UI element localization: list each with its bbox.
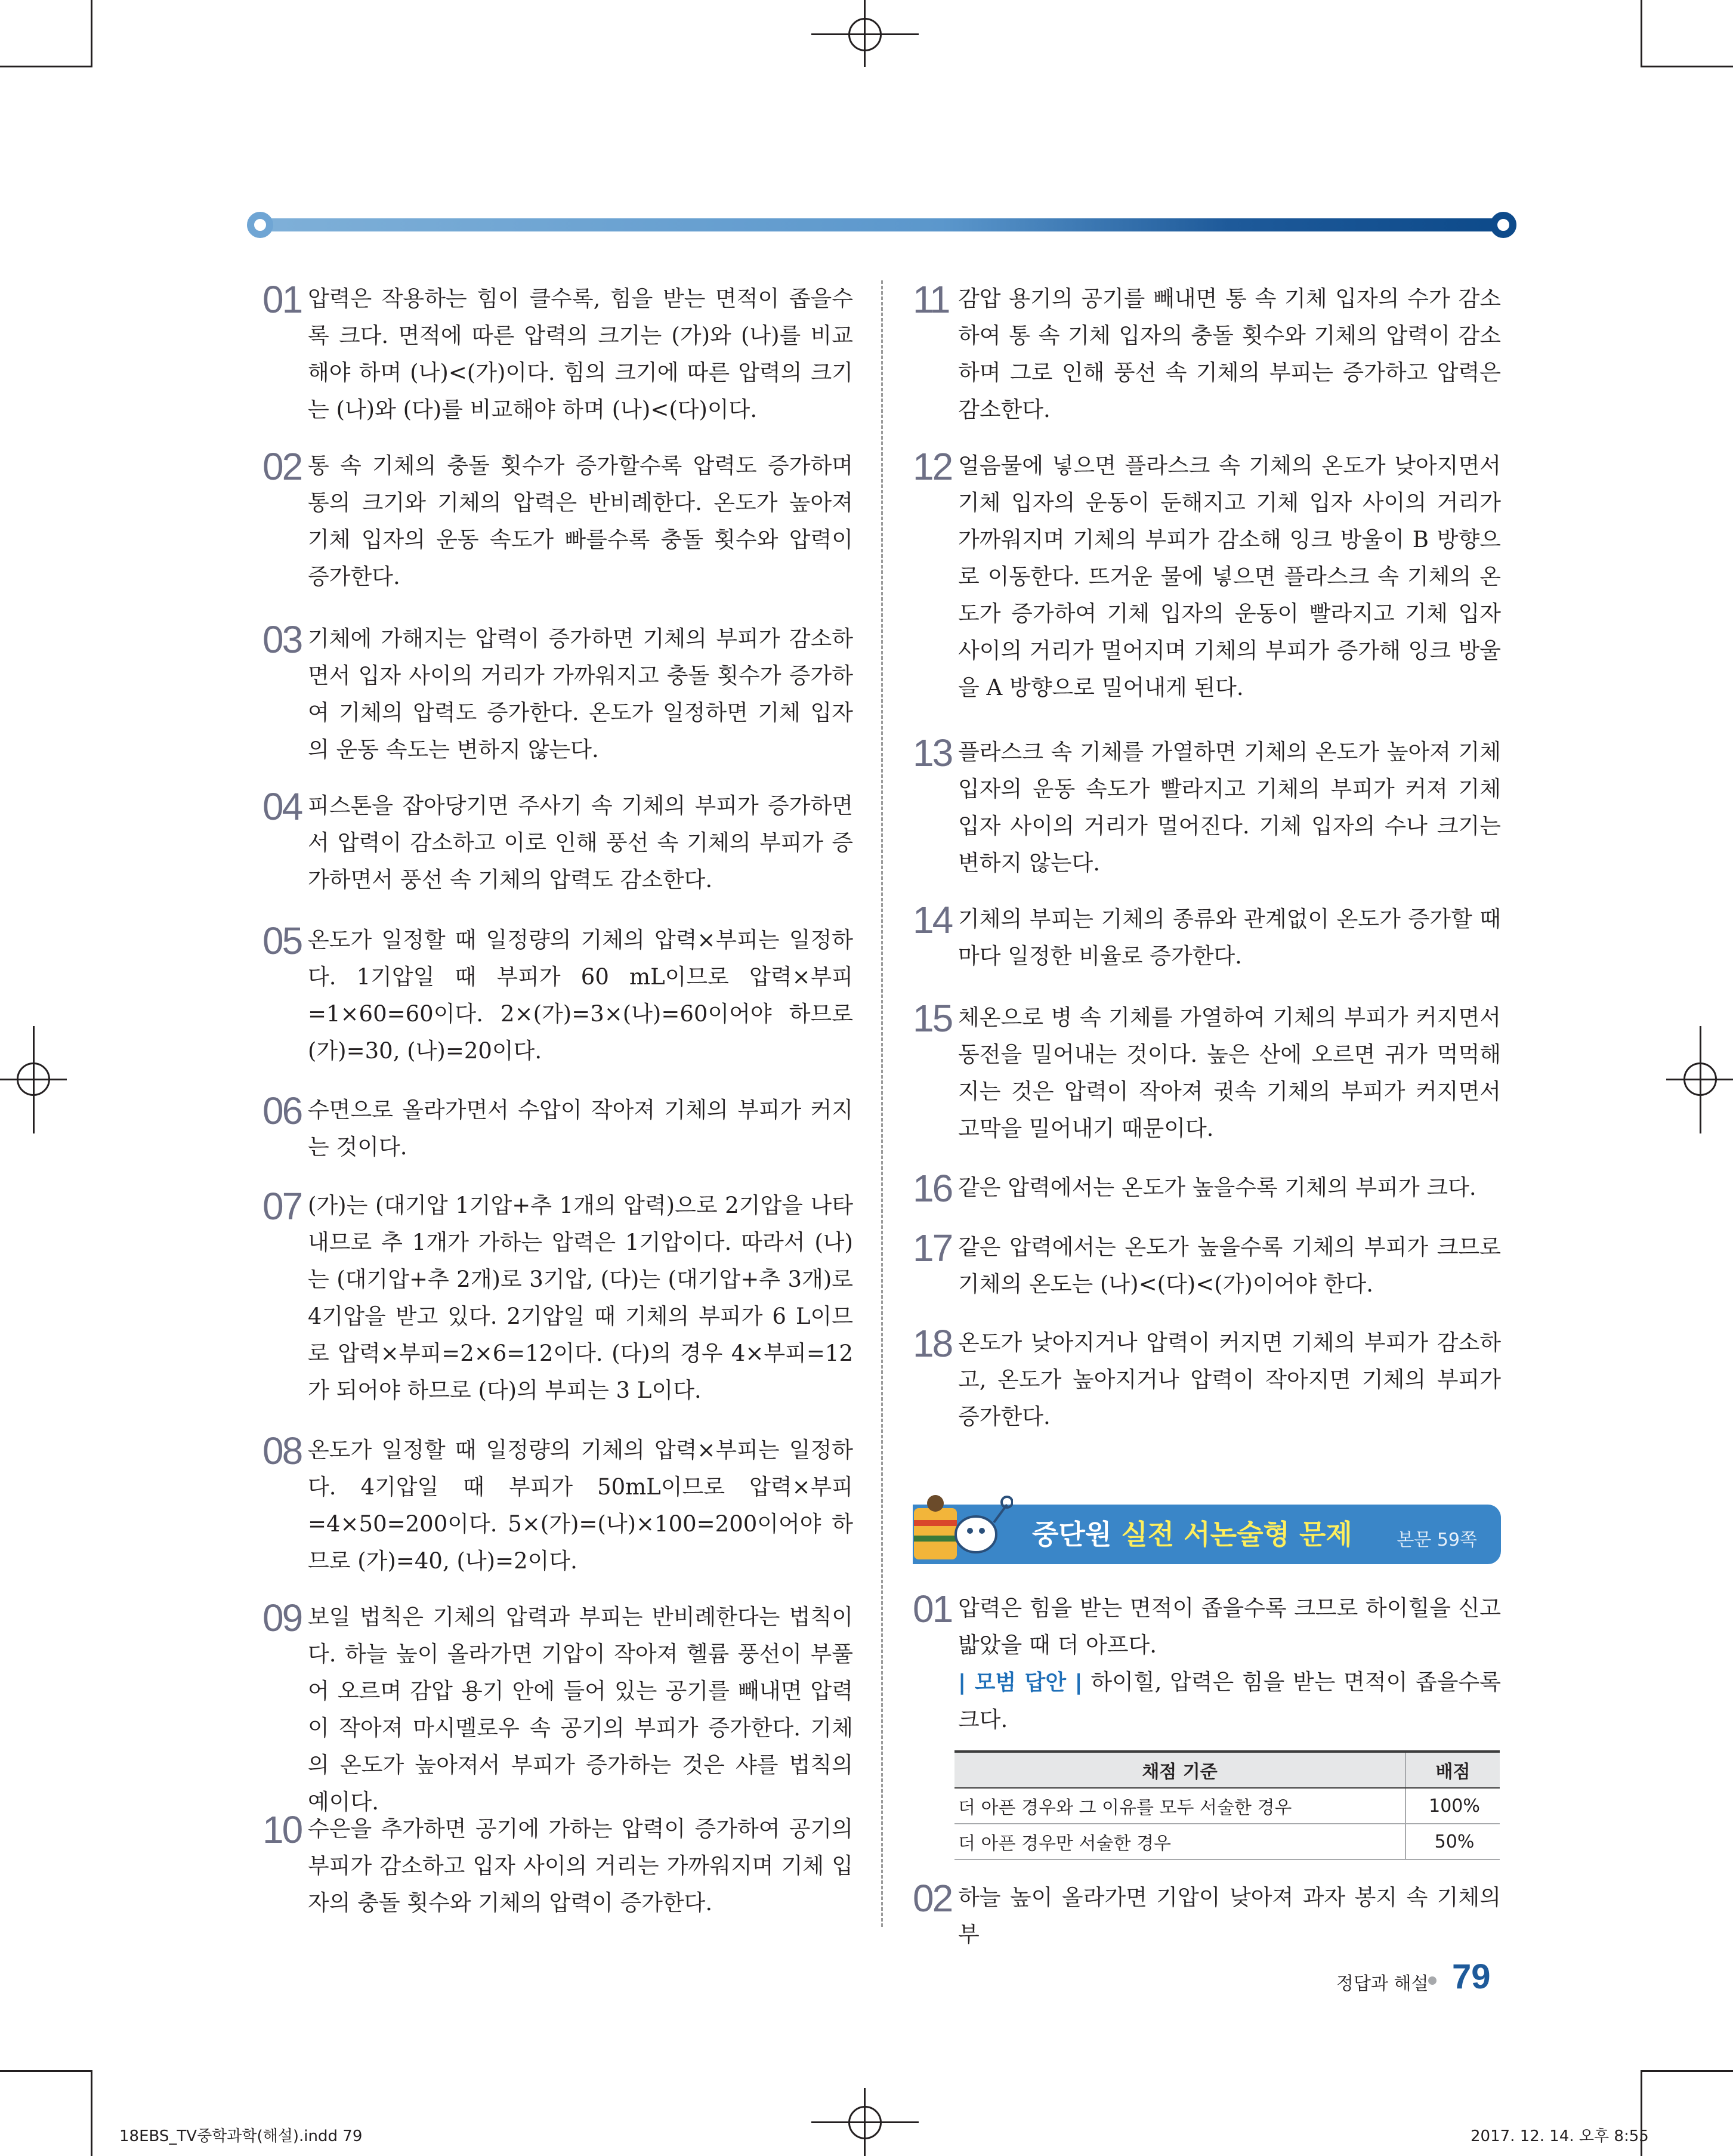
item-number: 02: [913, 1877, 952, 1920]
item-number: 10: [262, 1808, 302, 1851]
answer-item-11: [913, 280, 1501, 428]
answer-item-15: [913, 999, 1501, 1147]
scoring-criteria: 더 아픈 경우와 그 이유를 모두 서술한 경우: [954, 1788, 1405, 1824]
answer-item-08: [262, 1429, 853, 1580]
answer-item-02: [262, 447, 853, 595]
section-banner: [913, 1505, 1501, 1564]
print-slug-file: 18EBS_TV중학과학(해설).indd 79: [119, 2127, 363, 2145]
item-text: 같은 압력에서는 온도가 높을수록 기체의 부피가 크다.: [958, 1175, 1476, 1200]
item-text: 기체에 가해지는 압력이 증가하면 기체의 부피가 감소하면서 입자 사이의 거리가 가까워지고 충돌 횟수가 증가하여 기체의 압력도 증가한다. 온도가 일정하면 기체 입자의 운동 속도는 변하지 않는다.: [308, 626, 853, 762]
model-answer-label: | 모범 답안 |: [958, 1670, 1083, 1695]
essay-question-text: 압력은 힘을 받는 면적이 좁을수록 크므로 하이힐을 신고 밟았을 때 더 아프다.: [958, 1595, 1501, 1658]
item-number: 08: [262, 1429, 302, 1472]
item-text: 감압 용기의 공기를 빼내면 통 속 기체 입자의 수가 감소하여 통 속 기체 입자의 충돌 횟수와 기체의 압력이 감소하며 그로 인해 풍선 속 기체의 부피는 증가하고 압력은 감소한다.: [958, 286, 1501, 422]
print-slug-date: 2017. 12. 14. 오후 8:55: [1471, 2127, 1649, 2145]
answer-item-06: [262, 1089, 853, 1166]
header-bar-dot-left: [247, 212, 273, 238]
scoring-points: 50%: [1405, 1824, 1500, 1860]
answer-item-18: [913, 1324, 1501, 1435]
section-title: [1032, 1513, 1352, 1552]
scoring-points: 100%: [1405, 1788, 1500, 1824]
item-text: 온도가 일정할 때 일정량의 기체의 압력×부피는 일정하다. 4기압일 때 부피가 50mL이므로 압력×부피=4×50=200이다. 5×(가)=(나)×100=200이어야 하므로 (가)=40, (나)=2이다.: [308, 1437, 853, 1574]
scoring-criteria: 더 아픈 경우만 서술한 경우: [954, 1824, 1405, 1860]
item-number: 11: [913, 278, 949, 321]
item-number: 02: [262, 445, 302, 488]
item-number: 15: [913, 997, 952, 1040]
footer-dot-icon: [1428, 1976, 1437, 1985]
answer-item-04: [262, 787, 853, 898]
answer-item-17: [913, 1229, 1501, 1303]
answer-item-12: [913, 447, 1501, 706]
table-row: [954, 1788, 1500, 1824]
item-text: 피스톤을 잡아당기면 주사기 속 기체의 부피가 증가하면서 압력이 감소하고 이로 인해 풍선 속 기체의 부피가 증가하면서 풍선 속 기체의 압력도 감소한다.: [308, 793, 853, 892]
item-number: 16: [913, 1167, 952, 1210]
answer-item-03: [262, 620, 853, 768]
section-page-ref: 본문 59쪽: [1397, 1530, 1477, 1550]
item-number: 04: [262, 785, 302, 828]
item-number: 05: [262, 919, 302, 962]
answer-item-13: [913, 731, 1501, 882]
essay-item-02: [913, 1879, 1501, 1953]
model-answer-text: 하이힐, 압력은 힘을 받는 면적이 좁을수록 크다.: [958, 1669, 1501, 1732]
answer-item-07: [262, 1187, 853, 1409]
answer-item-09: [262, 1596, 853, 1821]
item-number: 01: [913, 1587, 952, 1630]
item-text: 체온으로 병 속 기체를 가열하여 기체의 부피가 커지면서 동전을 밀어내는 것이다. 높은 산에 오르면 귀가 먹먹해지는 것은 압력이 작아져 귓속 기체의 부피가 커지면서 고막을 밀어내기 때문이다.: [958, 1005, 1501, 1141]
scoring-table: [954, 1750, 1500, 1860]
item-number: 07: [262, 1185, 302, 1228]
answer-item-05: [262, 919, 853, 1070]
item-text: 온도가 낮아지거나 압력이 커지면 기체의 부피가 감소하고, 온도가 높아지거나 압력이 작아지면 기체의 부피가 증가한다.: [958, 1330, 1501, 1429]
section-title-accent: 실전 서논술형 문제: [1121, 1518, 1352, 1550]
answer-item-01: [262, 280, 853, 428]
column-divider: [881, 280, 883, 1927]
header-bar: [257, 218, 1503, 231]
mascot-illustration-icon: [912, 1493, 1013, 1564]
item-text: 압력은 작용하는 힘이 클수록, 힘을 받는 면적이 좁을수록 크다. 면적에 따른 압력의 크기는 (가)와 (나)를 비교해야 하며 (나)<(가)이다. 힘의 크기에 따른 압력의 크기는 (나)와 (다)를 비교해야 하며 (나)<(다)이다.: [308, 286, 853, 422]
item-text: 통 속 기체의 충돌 횟수가 증가할수록 압력도 증가하며 통의 크기와 기체의 압력은 반비례한다. 온도가 높아져 기체 입자의 운동 속도가 빠를수록 충돌 횟수와 압력이 증가한다.: [308, 453, 853, 589]
item-text: 보일 법칙은 기체의 압력과 부피는 반비례한다는 법칙이다. 하늘 높이 올라가면 기압이 작아져 헬륨 풍선이 부풀어 오르며 감압 용기 안에 들어 있는 공기를 빼내면 압력이 작아져 마시멜로우 속 공기의 부피가 증가한다. 기체의 온도가 높아져서 부피가 증가하는 것은 샤를 법칙의 예이다.: [308, 1604, 853, 1815]
item-number: 06: [262, 1089, 302, 1132]
item-text: 수면으로 올라가면서 수압이 작아져 기체의 부피가 커지는 것이다.: [308, 1097, 853, 1160]
item-text: 온도가 일정할 때 일정량의 기체의 압력×부피는 일정하다. 1기압일 때 부피가 60 mL이므로 압력×부피=1×60=60이다. 2×(가)=3×(나)=60이어야 하므로 (가)=30, (나)=20이다.: [308, 927, 853, 1064]
item-text: 얼음물에 넣으면 플라스크 속 기체의 온도가 낮아지면서 기체 입자의 운동이 둔해지고 기체 입자 사이의 거리가 가까워지며 기체의 부피가 감소해 잉크 방울이 B 방향으로 이동한다. 뜨거운 물에 넣으면 플라스크 속 기체의 온도가 증가하여 기체 입자의 운동이 빨라지고 기체 입자 사이의 거리가 멀어지며 기체의 부피가 증가해 잉크 방울을 A 방향으로 밀어내게 된다.: [958, 453, 1501, 700]
header-bar-dot-right: [1490, 212, 1516, 238]
table-row: [954, 1824, 1500, 1860]
answer-item-10: [262, 1808, 853, 1922]
scoring-header-points: 배점: [1405, 1752, 1500, 1788]
item-number: 03: [262, 618, 302, 661]
item-number: 12: [913, 445, 952, 488]
footer-label: 정답과 해설: [1336, 1973, 1429, 1994]
item-text: 플라스크 속 기체를 가열하면 기체의 온도가 높아져 기체 입자의 운동 속도가 빨라지고 기체의 부피가 커져 기체 입자 사이의 거리가 멀어진다. 기체 입자의 수나 크기는 변하지 않는다.: [958, 739, 1501, 876]
item-number: 18: [913, 1322, 952, 1365]
answer-item-16: [913, 1167, 1501, 1210]
item-number: 14: [913, 898, 952, 941]
item-text: 하늘 높이 올라가면 기압이 낮아져 과자 봉지 속 기체의 부: [958, 1885, 1501, 1947]
section-title-main: 중단원: [1032, 1518, 1112, 1550]
answer-item-14: [913, 898, 1501, 975]
page-number: 79: [1452, 1957, 1491, 1996]
item-number: 17: [913, 1227, 952, 1269]
item-text: (가)는 (대기압 1기압+추 1개의 압력)으로 2기압을 나타내므로 추 1개가 가하는 압력은 1기압이다. 따라서 (나)는 (대기압+추 2개)로 3기압, (다)는 (대기압+추 3개)로 4기압을 받고 있다. 2기압일 때 기체의 부피가 6 L이므로 압력×부피=2×6=12이다. (다)의 경우 4×부피=12가 되어야 하므로 (다)의 부피는 3 L이다.: [308, 1193, 853, 1403]
item-text: 기체의 부피는 기체의 종류와 관계없이 온도가 증가할 때마다 일정한 비율로 증가한다.: [958, 906, 1501, 969]
item-text: [958, 1590, 1501, 1738]
essay-item-01: [913, 1587, 1501, 1738]
item-text: 같은 압력에서는 온도가 높을수록 기체의 부피가 크므로 기체의 온도는 (나)<(다)<(가)이어야 한다.: [958, 1234, 1501, 1297]
item-number: 01: [262, 278, 302, 321]
scoring-header-criteria: 채점 기준: [954, 1752, 1405, 1788]
item-number: 09: [262, 1596, 302, 1639]
item-number: 13: [913, 731, 952, 774]
item-text: 수은을 추가하면 공기에 가하는 압력이 증가하여 공기의 부피가 감소하고 입자 사이의 거리는 가까워지며 기체 입자의 충돌 횟수와 기체의 압력이 증가한다.: [308, 1816, 853, 1916]
